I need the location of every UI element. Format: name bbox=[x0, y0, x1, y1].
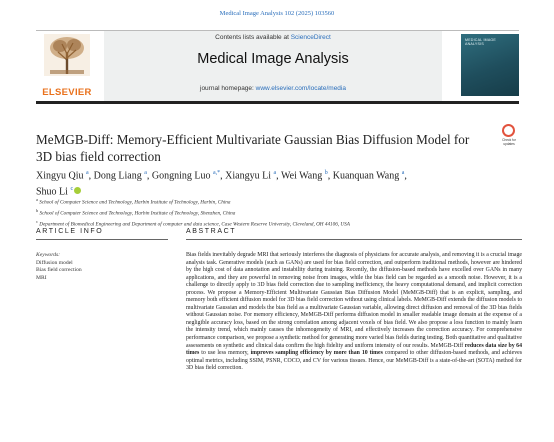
abstract-part: Bias fields inevitably degrade MRI that seriously interferes the diagnosis of physicians for accurate analysis, and removing it is a crucial image analysis task. Generative models (such as GANs) are used for bias field correction, and outperform traditional methods, however are hindered by the high cost of data annotation and instability during training. Recently, the diffusion-based methods have excelled over GANs in many applications, and they are powerful in removing noise from images, while the bias field can be regarded as a smooth noise. However, it is a challenge to directly apply to 3D bias field correction due to sampling inefficiency, the heavy computational demand, and implicit correction process. We propose a Memory-Efficient Multivariate Gaussian Bias Diffusion Model (MeMGB-Diff) that is an explicit, sampling, and memory both efficient diffusion model for 3D bias field correction without using clinical labels. MeMGB-Diff extends the diffusion models to multivariate Gaussian and models the bias field as a multivariate Gaussian variable, allowing direct diffusion and removal of the 3D bias fields without Gaussian noise. For memory efficiency, MeMGB-Diff performs diffusion model in smaller readable image domain at the expense of a negligible accuracy loss, based on the strong correlation among adjacent voxels of bias field. We also propose a loss function to mainly learn the intensity trend, which mainly causes the inhomogeneity of MRI, and effectively increases the correction accuracy. For comprehensive performance comparison, we propose a synthetic method for generating more varied bias fields during testing. Both quantitative and qualitative assessments on synthetic and clinical data confirm the high fidelity and uniform intensity of our results. MeMGB-Diff bbox=[186, 252, 522, 349]
author-name[interactable]: Dong Liang bbox=[93, 170, 142, 182]
author-affiliation-mark[interactable]: c bbox=[70, 185, 74, 192]
affiliation-text: Department of Biomedical Engineering and Department of computer and data science, Case Western Reserve University, Cleveland, OH 44106, USA bbox=[39, 221, 350, 228]
paper-title: MeMGB-Diff: Memory-Efficient Multivariate Gaussian Bias Diffusion Model for 3D bias field correction bbox=[36, 132, 470, 164]
header-divider bbox=[36, 101, 519, 104]
author-affiliation-mark[interactable]: a bbox=[144, 170, 147, 176]
abstract-highlight: improves sampling efficiency by more than 10 times bbox=[250, 350, 383, 357]
affiliation-text: School of Computer Science and Technology, Harbin Institute of Technology, Harbin, China bbox=[39, 199, 231, 206]
affiliation-mark: c bbox=[36, 218, 38, 224]
author-affiliation-mark[interactable]: a bbox=[273, 170, 277, 176]
author-affiliation-mark[interactable]: a,* bbox=[213, 170, 221, 176]
author-name[interactable]: Kuanquan Wang bbox=[332, 170, 400, 182]
abstract-highlight: reduces data size by 64 times bbox=[186, 342, 523, 357]
keywords-block bbox=[36, 252, 166, 282]
author-list: Xingyu Qiu $^a$, Dong Liang $^a$, Gongning Luo $^{a,*}$, Xiangyu Li $^a$, Wei Wang $^b$, Kuanquan Wang $^a$, Shuo Li $^c$ bbox=[36, 170, 407, 198]
affiliation-mark: a bbox=[36, 197, 38, 202]
author-affiliation-mark[interactable]: a bbox=[86, 170, 89, 176]
keyword-item: Diffusion model bbox=[36, 259, 73, 266]
abstract-heading: ABSTRACT bbox=[186, 228, 237, 235]
publisher-name: ELSEVIER bbox=[42, 87, 92, 98]
homepage-line bbox=[104, 85, 442, 92]
abstract-rule bbox=[186, 239, 522, 240]
elsevier-tree-icon bbox=[44, 34, 90, 76]
affiliation-item bbox=[36, 196, 516, 207]
homepage-prefix: journal homepage: bbox=[200, 85, 254, 92]
journal-title: Medical Image Analysis bbox=[197, 51, 349, 67]
check-updates-icon bbox=[502, 124, 515, 137]
contents-prefix: Contents lists available at bbox=[215, 34, 289, 41]
author-name[interactable]: Xingyu Qiu bbox=[36, 170, 84, 182]
abstract-part: compared to other diffusion-based methods, and achieves optimal metrics, including SSIM, PSNR, COCO, and CV for various tissues. Hence, our MeMGB-Diff is a state-of-the-art (SOTA) method for 3D bias field correction. bbox=[186, 350, 522, 372]
elsevier-logo[interactable] bbox=[36, 34, 98, 98]
affiliation-text: School of Computer Science and Technology, Harbin Institute of Technology, Shenzhen, China bbox=[39, 210, 236, 217]
keywords-label: Keywords: bbox=[36, 252, 61, 258]
abstract-text bbox=[186, 252, 522, 373]
journal-header bbox=[36, 30, 519, 101]
article-info-heading: ARTICLE INFO bbox=[36, 228, 104, 235]
author-name[interactable]: Wei Wang bbox=[281, 170, 323, 182]
author-name[interactable]: Xiangyu Li bbox=[225, 170, 271, 182]
abstract-part: to use less memory, bbox=[201, 350, 249, 357]
check-updates-label: Check for updates bbox=[502, 138, 516, 146]
cover-text: MEDICAL IMAGE ANALYSIS bbox=[465, 38, 497, 47]
keyword-item: MRI bbox=[36, 274, 47, 281]
affiliation-item bbox=[36, 218, 516, 229]
journal-cover-image[interactable] bbox=[461, 34, 519, 96]
homepage-link[interactable]: www.elsevier.com/locate/media bbox=[255, 85, 346, 92]
journal-banner bbox=[104, 31, 442, 101]
affiliation-mark: b bbox=[36, 207, 39, 213]
contents-line bbox=[104, 34, 442, 41]
affiliations bbox=[36, 196, 516, 229]
author-name[interactable]: Shuo Li bbox=[36, 186, 68, 198]
keyword-item: Bias field correction bbox=[36, 267, 82, 274]
check-for-updates-badge[interactable] bbox=[498, 124, 520, 148]
article-info-rule bbox=[36, 239, 168, 240]
author-affiliation-mark[interactable]: b bbox=[324, 170, 328, 176]
author-name[interactable]: Gongning Luo bbox=[151, 170, 211, 182]
sciencedirect-link[interactable]: ScienceDirect bbox=[290, 34, 331, 41]
affiliation-item bbox=[36, 207, 516, 218]
author-affiliation-mark[interactable]: a bbox=[401, 170, 405, 176]
journal-citation[interactable]: Medical Image Analysis 102 (2025) 103560 bbox=[219, 10, 335, 17]
orcid-icon[interactable] bbox=[74, 187, 81, 194]
